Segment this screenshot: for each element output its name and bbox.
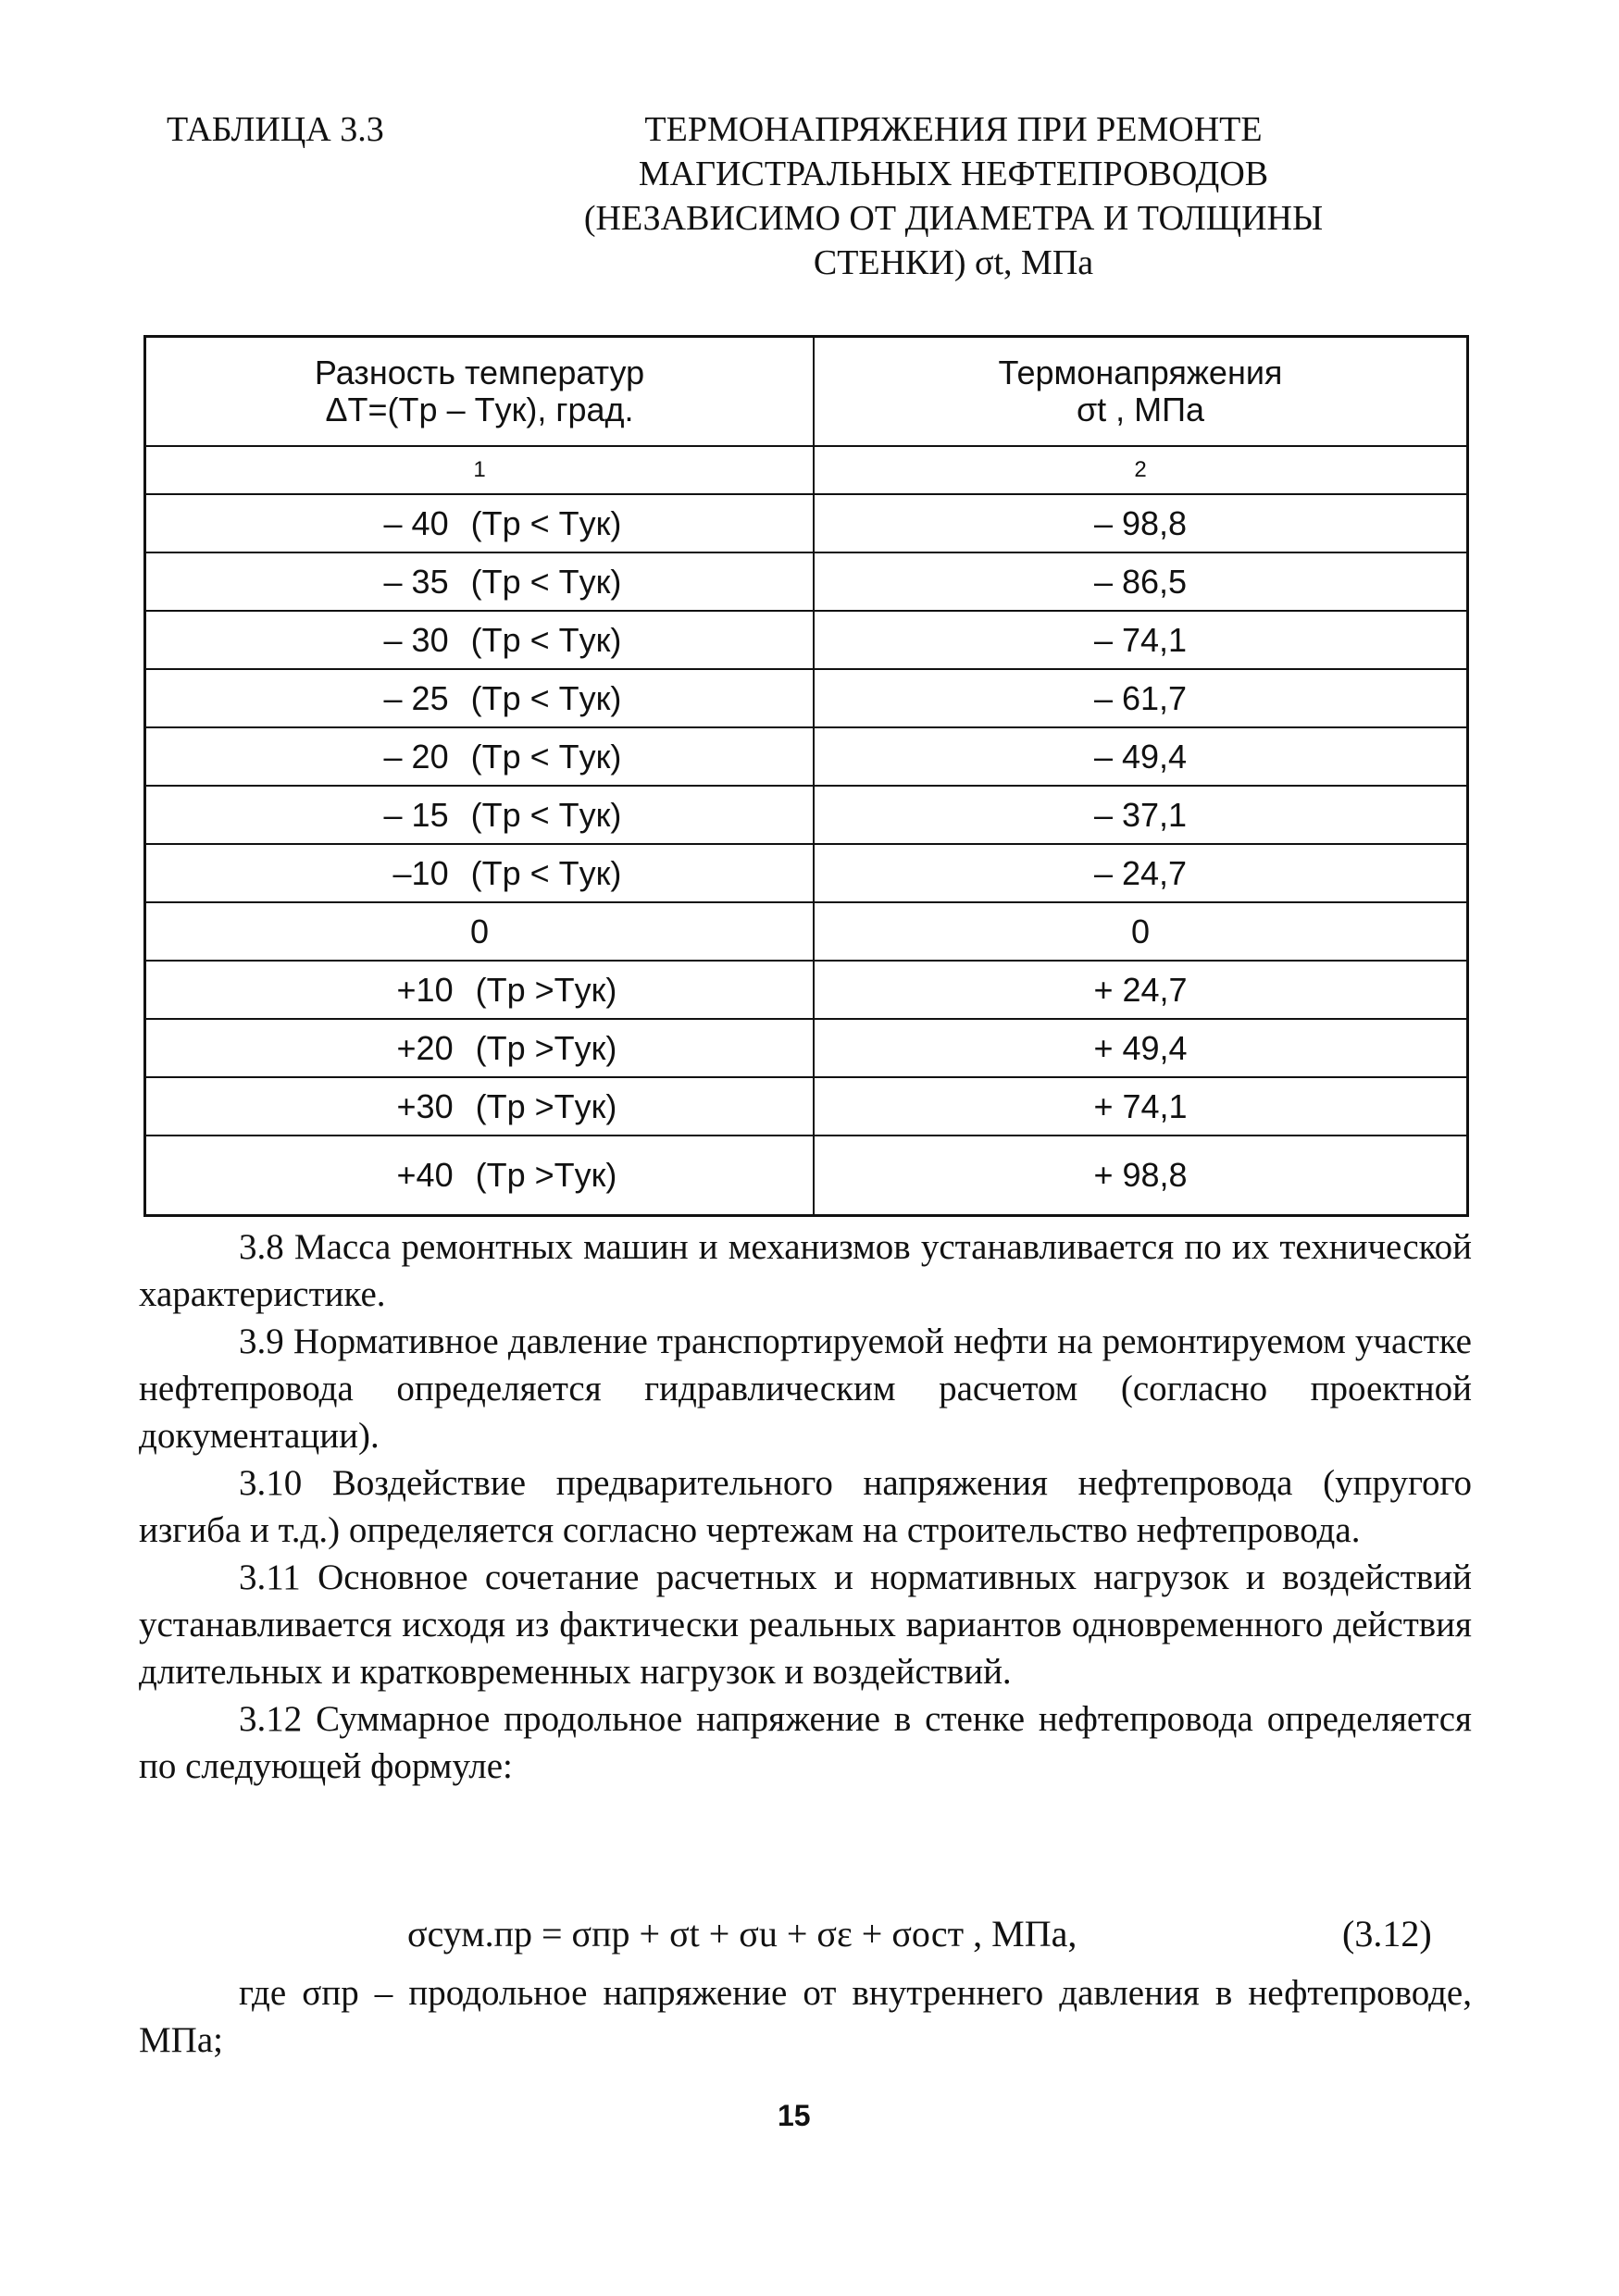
delta-t-value: – 15 (383, 795, 449, 834)
table-header-row (145, 337, 1468, 447)
temperature-difference-cell (145, 1019, 815, 1077)
stress-value-cell: – 98,8 (814, 494, 1468, 552)
temperature-difference-cell: 0 (145, 902, 815, 961)
delta-t-value: +10 (396, 970, 454, 1009)
temperature-difference-cell (145, 961, 815, 1019)
table-label: ТАБЛИЦА 3.3 (167, 110, 384, 149)
stress-value-cell: – 37,1 (814, 786, 1468, 844)
header-text: ΔT=(Tр – Tук), град. (325, 391, 634, 428)
table-row (145, 669, 1468, 727)
delta-t-value: +40 (396, 1156, 454, 1194)
temperature-condition: (Tр >Tук) (475, 1156, 617, 1194)
table-title-line: МАГИСТРАЛЬНЫХ НЕФТЕПРОВОДОВ (638, 155, 1269, 193)
temperature-difference-cell (145, 844, 815, 902)
stress-value-cell: + 98,8 (814, 1136, 1468, 1216)
formula-explanation (139, 1969, 1472, 2064)
table-row (145, 552, 1468, 611)
temperature-difference-cell (145, 669, 815, 727)
paragraph-3-12: 3.12 Суммарное продольное напряжение в стенке нефтепровода определяется по следующей формуле: (139, 1699, 1472, 1786)
column-number: 1 (145, 446, 815, 494)
table-row (145, 611, 1468, 669)
paragraph-3-9: 3.9 Нормативное давление транспортируемой нефти на ремонтируемом участке нефтепровода определяется гидравлическим расчетом (согласно проектной документации). (139, 1322, 1472, 1456)
temperature-condition: (Tр >Tук) (475, 1086, 617, 1125)
temperature-difference-cell (145, 611, 815, 669)
temperature-condition: (Tр >Tук) (475, 1028, 617, 1067)
temperature-condition: (Tр < Tук) (470, 795, 622, 834)
stress-value-cell: – 61,7 (814, 669, 1468, 727)
temperature-condition: (Tр < Tук) (470, 620, 622, 659)
paragraph-3-8: 3.8 Масса ремонтных машин и механизмов устанавливается по их технической характеристике. (139, 1227, 1472, 1314)
column-header-temperature-difference (145, 337, 815, 447)
stress-value-cell: 0 (814, 902, 1468, 961)
table-title-line: СТЕНКИ) σt, МПа (813, 243, 1094, 282)
stress-value-cell: + 49,4 (814, 1019, 1468, 1077)
table-title (463, 107, 1444, 285)
delta-t-value: +30 (396, 1086, 454, 1125)
table-row (145, 727, 1468, 786)
stress-value-cell: – 74,1 (814, 611, 1468, 669)
table-row (145, 1136, 1468, 1216)
temperature-condition: (Tр >Tук) (475, 970, 617, 1009)
temperature-difference-cell (145, 552, 815, 611)
table-row (145, 494, 1468, 552)
temperature-condition: (Tр < Tук) (470, 853, 622, 892)
table-title-line: ТЕРМОНАПРЯЖЕНИЯ ПРИ РЕМОНТЕ (644, 110, 1263, 149)
where-paragraph: где σпр – продольное напряжение от внутреннего давления в нефтепроводе, МПа; (139, 1973, 1472, 2060)
delta-t-value: – 35 (383, 562, 449, 601)
stress-value-cell: – 24,7 (814, 844, 1468, 902)
temperature-condition: (Tр < Tук) (470, 503, 622, 542)
temperature-condition: (Tр < Tук) (470, 562, 622, 601)
temperature-difference-cell (145, 1136, 815, 1216)
header-text: Термонапряжения (998, 354, 1283, 391)
temperature-condition: (Tр < Tук) (470, 737, 622, 776)
table-title-line: (НЕЗАВИСИМО ОТ ДИАМЕТРА И ТОЛЩИНЫ (583, 199, 1324, 238)
temperature-difference-cell (145, 727, 815, 786)
stress-value-cell: + 74,1 (814, 1077, 1468, 1136)
table-row (145, 961, 1468, 1019)
temperature-difference-cell (145, 1077, 815, 1136)
delta-t-value: – 20 (383, 737, 449, 776)
body-text (139, 1223, 1472, 1790)
page-number: 15 (778, 2099, 811, 2132)
table-row (145, 844, 1468, 902)
thermal-stress-table (143, 335, 1469, 1217)
paragraph-3-10: 3.10 Воздействие предварительного напряжения нефтепровода (упругого изгиба и т.д.) определяется согласно чертежам на строительство нефтепровода. (139, 1463, 1472, 1550)
header-text: σt , МПа (1076, 391, 1205, 428)
delta-t-value: – 25 (383, 678, 449, 717)
column-header-thermal-stress (814, 337, 1468, 447)
delta-t-value: –10 (392, 853, 449, 892)
formula-number: (3.12) (1342, 1913, 1432, 1955)
stress-value-cell: – 86,5 (814, 552, 1468, 611)
header-text: Разность температур (314, 354, 645, 391)
column-number: 2 (814, 446, 1468, 494)
table-row (145, 786, 1468, 844)
stress-value-cell: + 24,7 (814, 961, 1468, 1019)
temperature-condition: (Tр < Tук) (470, 678, 622, 717)
paragraph-3-11: 3.11 Основное сочетание расчетных и нормативных нагрузок и воздействий устанавливается исходя из фактически реальных вариантов одновременного действия длительных и кратковременных нагрузок и воздействий. (139, 1558, 1472, 1692)
stress-value-cell: – 49,4 (814, 727, 1468, 786)
delta-t-value: – 40 (383, 503, 449, 542)
table-row (145, 902, 1468, 961)
table-row (145, 1019, 1468, 1077)
delta-t-value: +20 (396, 1028, 454, 1067)
temperature-difference-cell (145, 786, 815, 844)
column-number-row (145, 446, 1468, 494)
delta-t-value: – 30 (383, 620, 449, 659)
table-row (145, 1077, 1468, 1136)
temperature-difference-cell (145, 494, 815, 552)
formula: σсум.пр = σпр + σt + σu + σε + σост , МПа, (407, 1913, 1077, 1955)
